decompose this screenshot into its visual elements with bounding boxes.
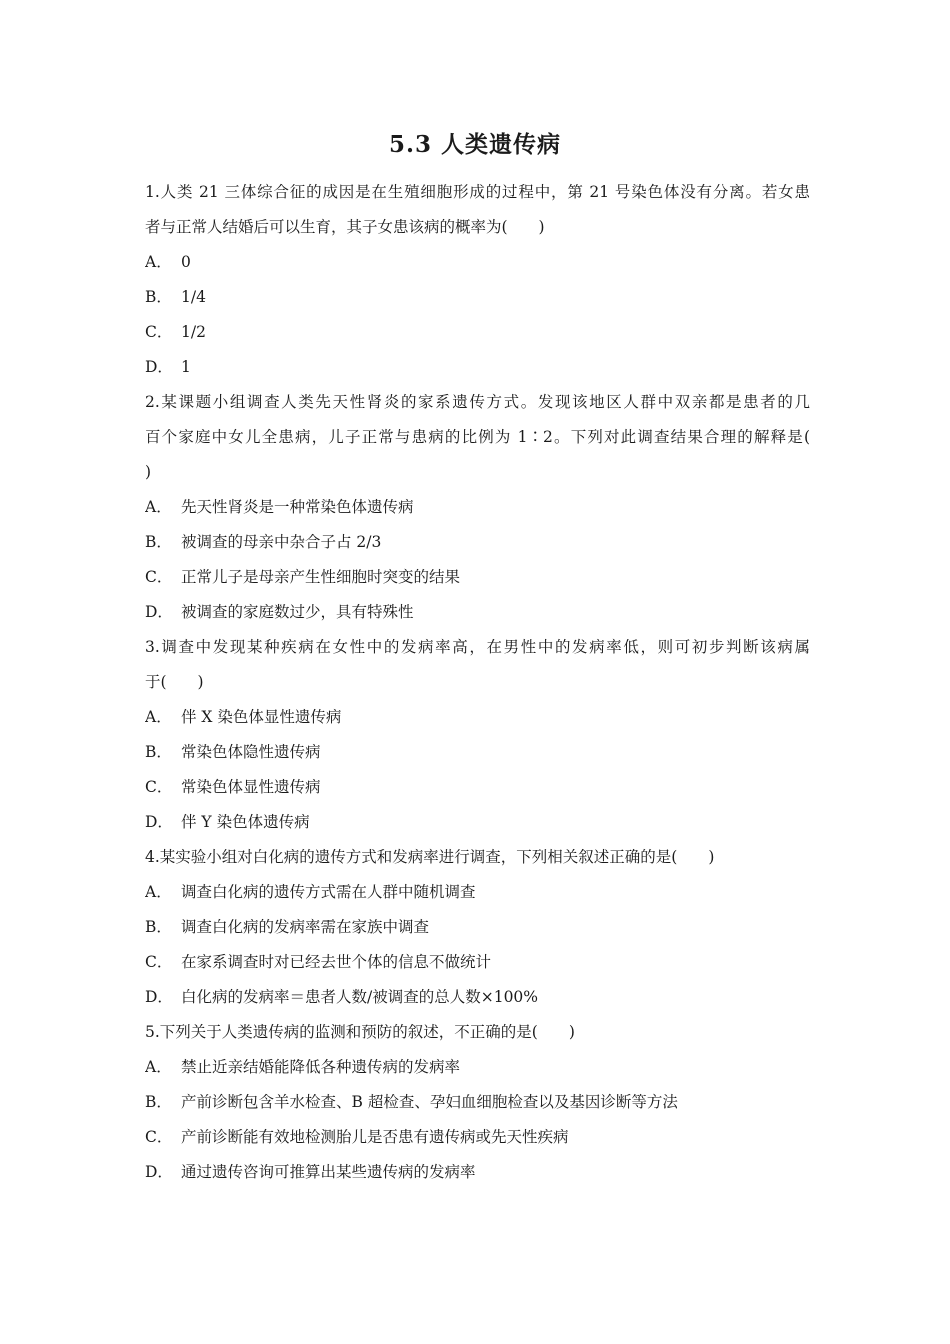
question-stem-line: 者与正常人结婚后可以生育，其子女患该病的概率为( ) [145,218,545,236]
option-letter: B． [145,533,172,551]
question-4 [145,840,810,1015]
option-b [145,525,810,560]
question-2 [145,385,810,630]
question-stem-line: 5.下列关于人类遗传病的监测和预防的叙述，不正确的是( ) [145,1023,575,1041]
question-stem-line: 1.人类 21 三体综合征的成因是在生殖细胞形成的过程中，第 21 号染色体没有分离。若女患 [145,183,810,201]
option-c [145,560,810,595]
option-a [145,875,810,910]
option-text: 伴 Y 染色体遗传病 [181,813,310,831]
option-text: 调查白化病的发病率需在家族中调查 [181,918,430,936]
option-text: 1/2 [181,323,206,341]
question-stem-line: 百个家庭中女儿全患病，儿子正常与患病的比例为 1∶2。下列对此调查结果合理的解释是( [145,428,810,446]
option-a [145,700,810,735]
option-c [145,945,810,980]
option-d [145,595,810,630]
option-letter: B． [145,743,172,761]
option-letter: A． [145,498,172,516]
option-c [145,770,810,805]
question-stem-line: 4.某实验小组对白化病的遗传方式和发病率进行调查，下列相关叙述正确的是( ) [145,848,715,866]
option-letter: C． [145,778,173,796]
option-text: 常染色体隐性遗传病 [181,743,321,761]
option-letter: D． [145,813,173,831]
option-text: 调查白化病的遗传方式需在人群中随机调查 [181,883,476,901]
option-text: 产前诊断能有效地检测胎儿是否患有遗传病或先天性疾病 [181,1128,569,1146]
question-stem-line: 3.调查中发现某种疾病在女性中的发病率高，在男性中的发病率低，则可初步判断该病属 [145,638,810,656]
question-1 [145,175,810,385]
option-letter: C． [145,568,173,586]
option-b [145,910,810,945]
option-letter: B． [145,1093,172,1111]
option-text: 禁止近亲结婚能降低各种遗传病的发病率 [181,1058,461,1076]
option-text: 0 [181,253,191,271]
option-b [145,1085,810,1120]
question-3 [145,630,810,840]
option-text: 产前诊断包含羊水检查、B 超检查、孕妇血细胞检查以及基因诊断等方法 [181,1093,678,1111]
option-text: 1/4 [181,288,206,306]
option-letter: B． [145,918,172,936]
question-stem-line: ) [145,463,152,481]
option-a [145,490,810,525]
question-5 [145,1015,810,1190]
option-text: 伴 X 染色体显性遗传病 [181,708,342,726]
option-c [145,1120,810,1155]
option-letter: A． [145,708,172,726]
option-text: 被调查的家庭数过少，具有特殊性 [181,603,414,621]
option-c [145,315,810,350]
option-text: 通过遗传咨询可推算出某些遗传病的发病率 [181,1163,476,1181]
option-letter: A． [145,883,172,901]
option-text: 常染色体显性遗传病 [181,778,321,796]
option-text: 在家系调查时对已经去世个体的信息不做统计 [181,953,492,971]
option-letter: A． [145,1058,172,1076]
option-letter: C． [145,323,173,341]
option-d [145,1155,810,1190]
question-stem-line: 2.某课题小组调查人类先天性肾炎的家系遗传方式。发现该地区人群中双亲都是患者的几 [145,393,810,411]
option-b [145,280,810,315]
option-letter: D． [145,603,173,621]
question-stem-line: 于( ) [145,673,204,691]
page-title: 5.3 人类遗传病 [388,131,562,158]
option-text: 白化病的发病率＝患者人数/被调查的总人数×100% [181,988,539,1006]
question-list [145,175,810,1190]
option-letter: B． [145,288,172,306]
option-d [145,980,810,1015]
option-text: 先天性肾炎是一种常染色体遗传病 [181,498,414,516]
option-letter: D． [145,1163,173,1181]
option-text: 正常儿子是母亲产生性细胞时突变的结果 [181,568,461,586]
option-letter: D． [145,358,173,376]
option-letter: A． [145,253,172,271]
option-b [145,735,810,770]
option-d [145,805,810,840]
option-d [145,350,810,385]
option-text: 被调查的母亲中杂合子占 2/3 [181,533,382,551]
option-text: 1 [181,358,191,376]
option-a [145,1050,810,1085]
option-a [145,245,810,280]
option-letter: C． [145,1128,173,1146]
option-letter: D． [145,988,173,1006]
option-letter: C． [145,953,173,971]
